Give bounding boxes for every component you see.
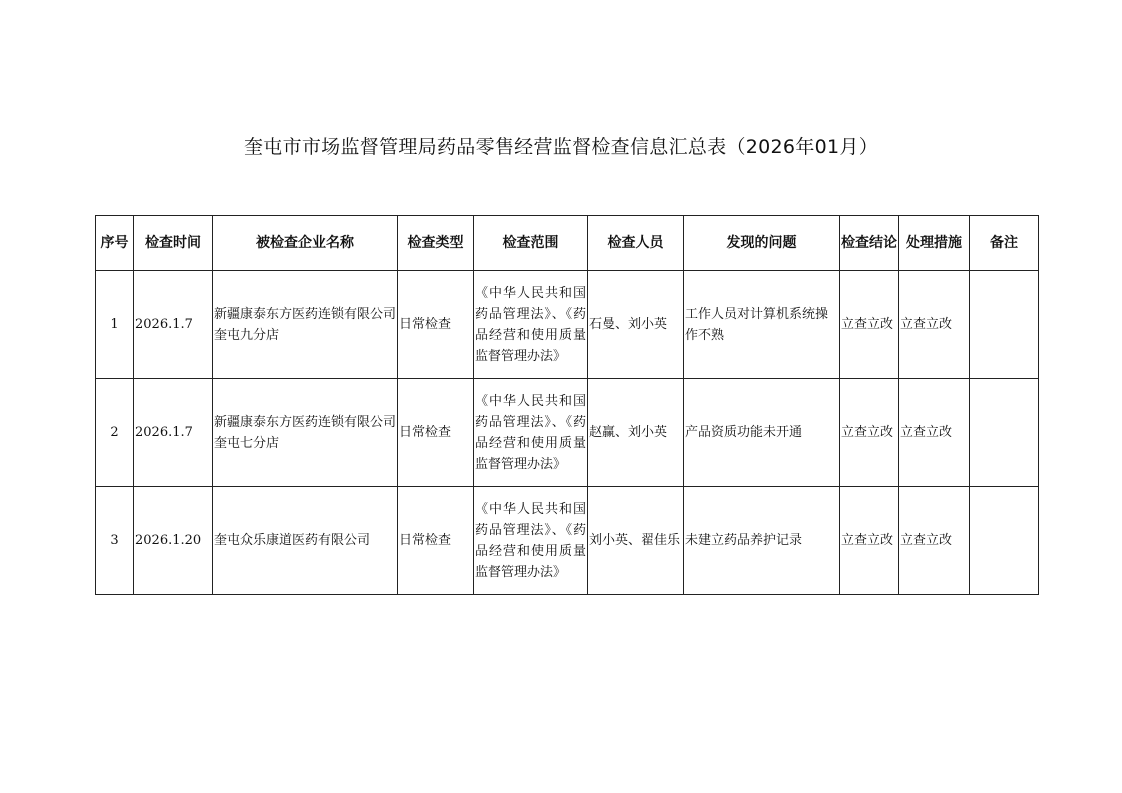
table-row: [96, 379, 1039, 487]
cell-remark: [970, 487, 1039, 595]
cell-date: 2026.1.7: [134, 379, 213, 487]
cell-issue: 工作人员对计算机系统操作不熟: [684, 271, 840, 379]
table-row: [96, 271, 1039, 379]
cell-seq: 3: [96, 487, 134, 595]
cell-conclusion: 立查立改: [840, 271, 899, 379]
cell-company: 奎屯众乐康道医药有限公司: [213, 487, 398, 595]
cell-measure: 立查立改: [899, 487, 970, 595]
cell-conclusion: 立查立改: [840, 487, 899, 595]
cell-conclusion: 立查立改: [840, 379, 899, 487]
cell-remark: [970, 379, 1039, 487]
cell-issue: 未建立药品养护记录: [684, 487, 840, 595]
header-remark: 备注: [970, 216, 1039, 271]
cell-measure: 立查立改: [899, 271, 970, 379]
header-date: 检查时间: [134, 216, 213, 271]
cell-inspectors: 石曼、刘小英: [588, 271, 684, 379]
table-header-row: [96, 216, 1039, 271]
cell-company: 新疆康泰东方医药连锁有限公司奎屯九分店: [213, 271, 398, 379]
header-seq: 序号: [96, 216, 134, 271]
header-conclusion: 检查结论: [840, 216, 899, 271]
header-type: 检查类型: [398, 216, 474, 271]
cell-seq: 2: [96, 379, 134, 487]
cell-date: 2026.1.7: [134, 271, 213, 379]
cell-type: 日常检查: [398, 487, 474, 595]
cell-inspectors: 赵赢、刘小英: [588, 379, 684, 487]
document-title: 奎屯市市场监督管理局药品零售经营监督检查信息汇总表（2026年01月）: [243, 136, 879, 158]
header-measure: 处理措施: [899, 216, 970, 271]
cell-measure: 立查立改: [899, 379, 970, 487]
header-issue: 发现的问题: [684, 216, 840, 271]
cell-date: 2026.1.20: [134, 487, 213, 595]
cell-issue: 产品资质功能未开通: [684, 379, 840, 487]
cell-inspectors: 刘小英、翟佳乐: [588, 487, 684, 595]
header-inspectors: 检查人员: [588, 216, 684, 271]
table-row: [96, 487, 1039, 595]
cell-company: 新疆康泰东方医药连锁有限公司奎屯七分店: [213, 379, 398, 487]
cell-scope: 《中华人民共和国药品管理法》、《药品经营和使用质量监督管理办法》: [474, 379, 588, 487]
cell-scope: 《中华人民共和国药品管理法》、《药品经营和使用质量监督管理办法》: [474, 487, 588, 595]
inspection-table: [95, 215, 1039, 595]
header-company: 被检查企业名称: [213, 216, 398, 271]
cell-seq: 1: [96, 271, 134, 379]
header-scope: 检查范围: [474, 216, 588, 271]
cell-type: 日常检查: [398, 379, 474, 487]
cell-type: 日常检查: [398, 271, 474, 379]
cell-scope: 《中华人民共和国药品管理法》、《药品经营和使用质量监督管理办法》: [474, 271, 588, 379]
cell-remark: [970, 271, 1039, 379]
